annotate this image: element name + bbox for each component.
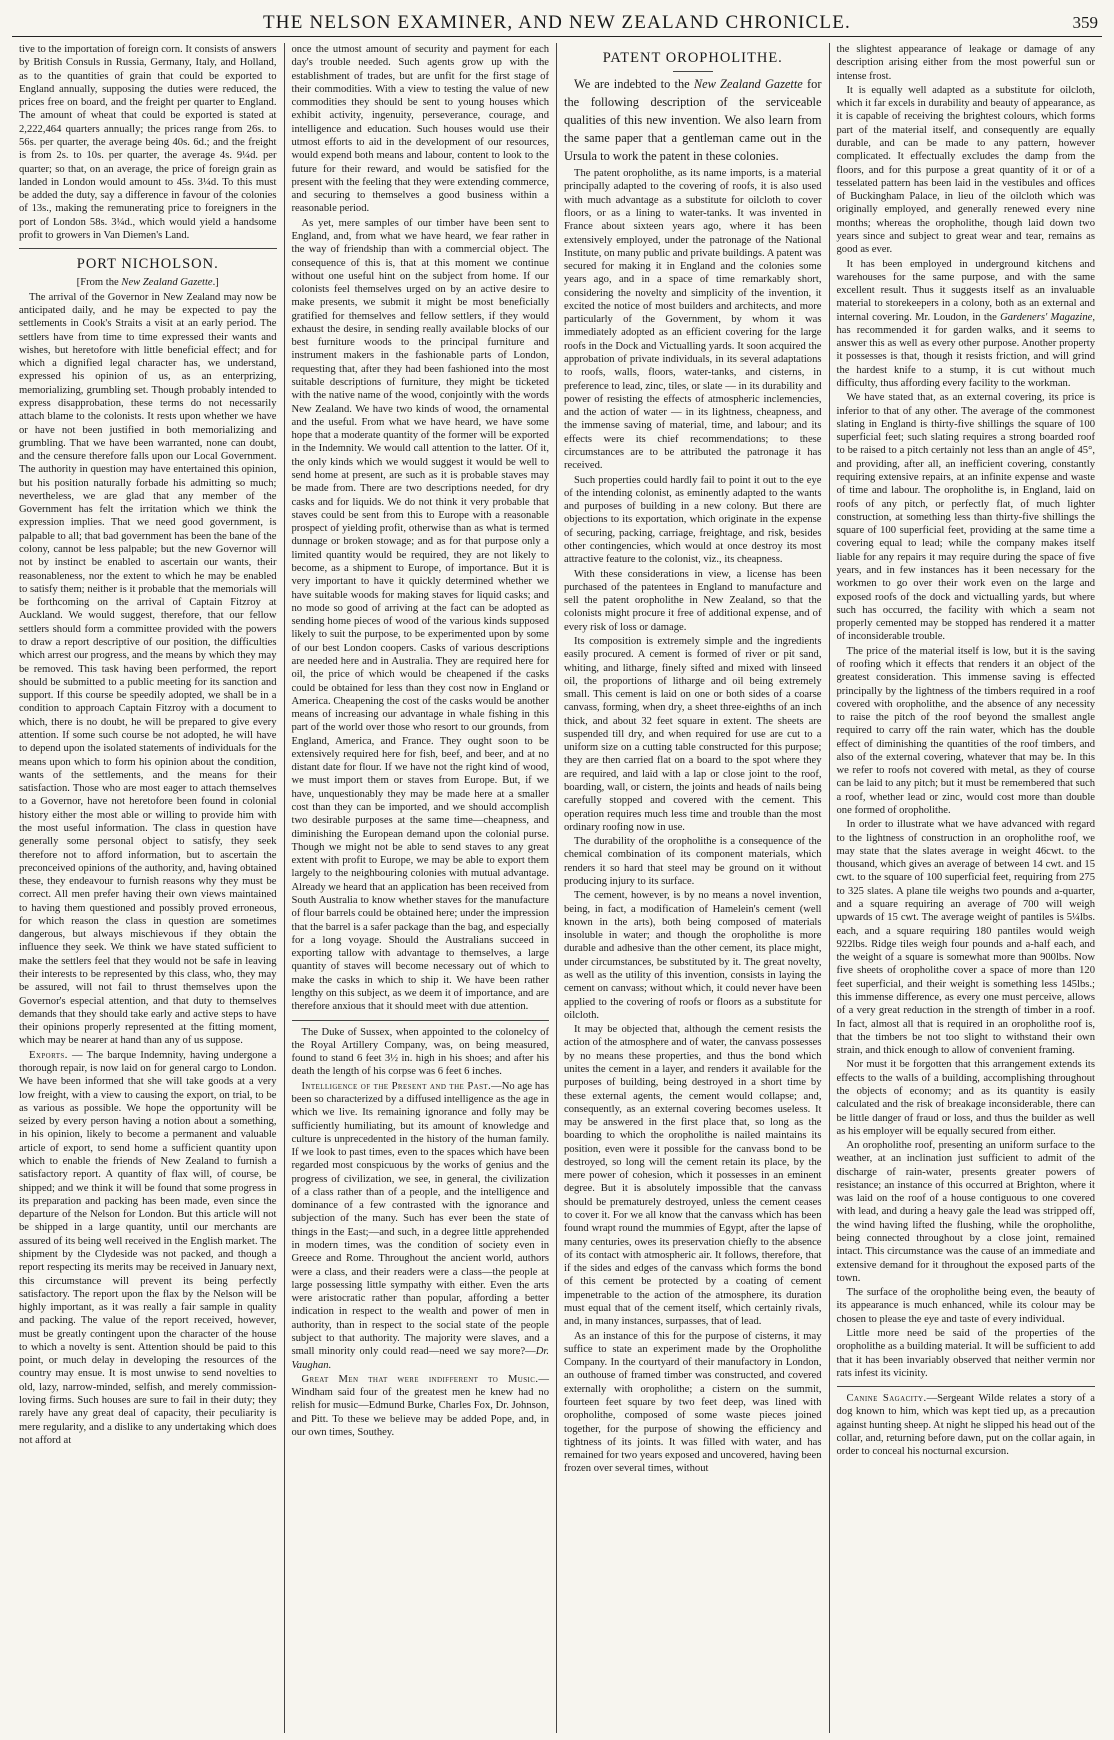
paragraph: It may be objected that, although the cement resists the action of the atmosphere and of water, the canvass possesses by no means these properties, and thus the bond which unites the cement in a layer, and renders it available for the purposes of building, being destroyed in a short time by these external agents, the cement would collapse; and, consequently, as an external covering becomes useless. It may be answered in the first place that, so long as the boarding to which the oropholithe is nailed maintains its position, even were it possible for the canvass bond to be destroyed, so long will the cement retain its place, by the mere power of cohesion, which it possesses in an eminent degree. But it is absolutely impossible that the canvass should be prematurely destroyed, unless the cement ceases to cover it. For we all know that the canvass which has been found wrapt round the mummies of Egypt, after the lapse of many centuries, owes its preservation chiefly to the absence of its contact with atmospheric air. It follows, therefore, that if the sides and edges of the canvass which forms the bond of this cement be protected by a coating of cement impenetrable to the action of the atmosphere, its duration must equal that of the cement itself, which certainly rivals, and, in many instances, surpasses, that of lead. <box>564 1024 822 1328</box>
paragraph: In order to illustrate what we have advanced with regard to the lightness of construction in an oropholithe roof, we may state that the slates average in weight 46cwt. to the thousand, which gives an average of between 14 cwt. and 15 cwt. to the square of 100 superficial feet, requiring from 275 to 325 slates. A plane tile weighs two pounds and a-quarter, and a square requiring an average of 700 will weigh upwards of 15 cwt. The average weight of pantiles is 5¼lbs. each, and a square requiring 180 pantiles would weigh 922lbs. Ridge tiles weigh four pounds and a-half each, and the weight of a square is somewhat more than 900lbs. Now five sheets of oropholithe cover a space of more than 120 feet superficial, and their weight is something less 145lbs.; this immense difference, as every one must perceive, allows of a very great reduction in the strength of timber in a roof. In fact, almost all that is required in an oropholithe roof is, that the timbers be not too slight to withstand their own strain, and thick enough to allow of convenient framing. <box>836 819 1095 1057</box>
paragraph: Little more need be said of the properties of the oropholithe as a building material. It will be sufficient to add that it has been invariably observed that neither vermin nor rats infest its vicinity. <box>836 1328 1095 1379</box>
paragraph-great-men <box>292 1373 550 1439</box>
paragraph: Nor must it be forgotten that this arrangement extends its effects to the walls of a building, accomplishing throughout the objects of economy; and as its quantity is easily calculated and the risk of breakage inconsiderable, there can be little danger of fraud or loss, and thus the builder as well as his employer will be equally secured from either. <box>836 1059 1095 1137</box>
paragraph: once the utmost amount of security and payment for each day's trouble needed. Such agents grow up with the establishment of trades, but are unfit for the first stage of their commodities. With a view to testing the value of new commodities they should be sent to young houses which exhibit activity, ingenuity, perseverance, courage, and intelligence and education. Such houses would use their utmost efforts to aid in the development of our resources, would expend both means and labour, content to look to the future for their reward, and would be satisfied for the present with the feeling that they were extending commerce, and securing to themselves a good business within a reasonable period. <box>291 44 549 215</box>
column-4 <box>830 43 1103 1733</box>
paragraph: An oropholithe roof, presenting an uniform surface to the weather, at an inclination just sufficient to admit of the discharge of rain-water, presents greater powers of resistance; an instance of this occurred at Brighton, where it was laid on the roof of a house contiguous to one covered with lead, and during a heavy gale the lead was stripped off, the wind having lifted the flushing, while the oropholithe, being connected throughout by a close joint, remained intact. This circumstance was the cause of an immediate and extensive demand for it throughout the exposed parts of the town. <box>836 1140 1095 1284</box>
paragraph-body: — The barque Indemnity, having undergone a thorough repair, is now laid on for general cargo to London. We have been informed that she will take goods at a very low freight, with a view to causing the export, on trial, to be as various as possible. We hope the opportunity will be seized by every person having a notion about a something, in his opinion, likely to become a permanent and valuable article of export, to send home a sufficient quantity upon which to enable the friends of New Zealand to furnish a satisfactory report. A quantity of flax will, of course, be shipped; and we think it will be found that some progress in its preparation and packing has been made, even since the departure of the Nelson for London. But this article will not be shipped in a large quantity, until our merchants are assured of its being well received in the English market. The shipment by the Clydeside was not packed, and though a report respecting its merits may be received in January next, this circumstance will prevent its being perfectly satisfactory. The report upon the flax by the Nelson will be highly important, as it was really a fair sample in quality and packing. The value of the report received, however, must be greatly contingent upon the character of the house to which a novelty is sent. Attention should be paid to this point, or much delay in developing the resources of the country may ensue. It is most unwise to send novelties to old, lazy, narrow-minded, selfish, and merely commission-loving firms. Such houses are sure to fail in their duty; they rarely have any great deal of capacity, their peculiarity is mere regularity, and a dislike to any undertaking which does not afford at <box>19 1049 277 1446</box>
paragraph-loudon <box>837 258 1096 391</box>
paragraph-body: —No age has been so characterized by a diffused intelligence as the age in which we live. Its remaining ignorance and folly may be sufficiently humiliating, but its amount of knowledge and culture is unprecedented in the history of the human family. If we look to past times, even to the spaces which have been regarded most conspicuous by the works of genius and the progress of civilization, we see, in general, the civilization of a class rather than of a people, and the intelligence and dominance of a few contrasted with the ignorance and subjection of the many. Such has ever been the state of things in the East;—and such, in a degree little apprehended in modern times, was the condition of society even in Greece and Rome. Throughout the ancient world, authors were a class, and their readers were a class—the people at large possessing little sympathy with either. Even the arts were aristocratic rather than popular, affording a better indication in respect to the wealth and power of men in authority, than in respect to the social state of the people subject to that authority. The majority were slaves, and a small minority only could read—need we say more?— <box>291 1080 549 1358</box>
paragraph-body: —Sergeant Wilde relates a story of a dog known to him, which was kept tied up, as a precaution against hunting sheep. At night he slipped his head out of the collar, and, returning before dawn, put on the collar again, in order to conceal his nocturnal excursion. <box>836 1393 1095 1458</box>
paragraph-body: It has been employed in underground kitchens and warehouses for the same purpose, and with the same excellent result. Thus it suggests itself as an invaluable material to storekeepers in a colony, both as an external and internal covering. Mr. Loudon, in the <box>836 258 1095 323</box>
paragraph: The durability of the oropholithe is a consequence of the chemical combination of its component materials, which renders it so hard that steel may be ground on it without producing injury to its surface. <box>564 836 822 888</box>
paragraph-lead: Exports. <box>29 1049 68 1061</box>
intro-text: for the following description of the serviceable qualities of this new invention. We also learn from the same paper that a gentleman came out in the Ursula to work the patent in these colonies. <box>564 77 822 164</box>
column-3 <box>557 43 830 1733</box>
newspaper-title: THE NELSON EXAMINER, AND NEW ZEALAND CHRONICLE. <box>262 12 851 33</box>
paragraph: The price of the material itself is low, but it is the saving of roofing which it effects that renders it an object of the greatest consideration. This immense saving is effected principally by the lightness of the timbers required in a roof covered with oropholithe, and the absence of any necessity to raise the pitch of the roof beyond the smallest angle required to carry off the rain water, which has the double effect of diminishing the quantities of the roof timbers, and also of the external covering, whatever that may be. In this we refer to roofs not covered with metal, as they of course can be laid to any pitch; but it must be remembered that such a roof, whether lead or zinc, would cost more than double one formed of oropholithe. <box>836 645 1095 817</box>
magazine-title: Gardeners' Magazine <box>1000 311 1093 323</box>
source-suffix: .] <box>212 277 219 289</box>
divider <box>673 71 713 72</box>
masthead <box>12 10 1102 37</box>
paragraph: As yet, mere samples of our timber have been sent to England, and, from what we have heard, we fear rather in the way of friendship than with a commercial object. The consequence of this is, that at this moment we continue without one useful hint on the subject from home. If our colonists feel themselves urged on by an active desire to make presents, we submit it might be most beneficially gratified for themselves and fellow settlers, if they would exhaust the desire, in sending really available blocks of our best furniture woods to the principal furniture and instrument makers in the fashionable parts of London, requesting that, after they had been fashioned into the most suitable descriptions of furniture, they might be ticketed with the native name of the wood, conjointly with the words New Zealand. We have two kinds of wood, the ornamental and the useful. From what we have heard, we have some hope that a moderate quantity of the former will be exported in the Indemnity. We would call attention to the latter. Of it, the only kinds which we would suggest it would be well to send home at present, are such as it is probable staves may be made from. There are two descriptions needed, for dry casks and for liquids. We do not think it very probable that staves could be sent from this to Europe with a reasonable prospect of yielding profit, otherwise than as what is termed dunnage or broken stowage; and as for that purpose only a limited quantity would be required, they are not likely to become, as a shipment to Europe, of importance. But it is very important to have it quickly determined whether we have suitable woods for making staves for liquid casks; and no mode so good of arriving at the fact can be adopted as sending home pieces of wood of the various kinds supposed likely to suit the purpose, to be experimented upon by some of our best London coopers. Casks of various descriptions are needed here and in Australia. They are required here for oil, the price of which would be cheapened if the casks could be obtained for less than they cost now in England or America. Cheapening the cost of the casks would be another means of increasing our advantage in whale fishing in this part of the world over those who resort to our grounds, from England, America, and France. They ought soon to be extensively required here for fish, beef, and beer, and at no distant date for flour. If we have not the right kind of wood, we must import them or staves from Europe. But, if we have, unquestionably they may be made here at a smaller cost than they can be imported, and we should accomplish two desirable purposes at the same time—cheapness, and diminishing the European demand upon the colonial purse. Though we might not be able to send staves to any great extent with profit to Europe, we may be able to export them largely to the neighbouring colonies with mutual advantage. Already we heard that an application has been received from South Australia to know whether staves for the manufacture of flour barrels could be obtained here; under the impression that the barrel is a safer package than the bag, and especially for a long voyage. Should the Australians succeed in exporting tallow with advantage to themselves, a large quantity of staves will become necessary out of which to make the casks in which to ship it. We have been rather lengthy on this subject, as we deem it of importance, and are therefore anxious that it should meet with due attention. <box>291 217 549 1013</box>
page-number: 359 <box>1072 13 1098 32</box>
divider <box>837 1386 1096 1387</box>
columns <box>12 43 1102 1733</box>
paragraph: It is equally well adapted as a substitute for oilcloth, which it far excels in durability and beauty of appearance, as it is capable of receiving the brightest colours, which forms part of the material itself, and consequently are equally durable, and can be made to any pattern, however complicated. It effectually excludes the damp from the floors, and for this purpose a great quantity of it or of a tesselated pattern has been laid in the vestibules and offices of Buckingham Palace, in lieu of the oilcloth which was originally employed, and generally renewed every nine months; whereas the oropholithe, though laid down two years since and subject to great wear and tear, remains as good as ever. <box>836 84 1095 256</box>
paragraph: The cement, however, is by no means a novel invention, being, in fact, a modification of Hamelein's cement (well known in the arts), both being composed of materials insoluble in water; and though the oropholithe is more durable and adhesive than the other cement, its place might, under circumstances, be substituted by it. The great novelty, as well as the utility of this invention, consists in laying the cement on canvass; without which, it could never have been applied to the covering of roofs or floors as a substitute for oilcloth. <box>564 890 822 1021</box>
article-intro <box>564 76 822 166</box>
paragraph: We have stated that, as an external covering, its price is inferior to that of any other. The average of the commonest slating in England is thirty-five shillings the square of 100 superficial feet; such slating requires a strong boarded roof to be raised to a pitch certainly not less than an angle of 45°, and providing, after all, an inefficient covering, constantly requiring extensive repairs, at an infinite expense and waste of time and labour. The oropholithe is, in England, laid on roofs of any pitch, or perfectly flat, of much lighter construction, at something less than thirty-five shillings the square of 100 superficial feet, providing at the same time a covering equal to lead; while the company makes itself liable for any repairs it may require during the space of five years, and in few instances has it been necessary for the workmen to go over their work even on the large and exposed roofs of the dock and victualling yards, but where such has occurred, the facility with which a seam not properly cemented may be stopped has rendered it a matter of inconsiderable trouble. <box>836 392 1095 643</box>
paragraph-canine <box>837 1392 1096 1458</box>
paragraph: The patent oropholithe, as its name imports, is a material principally adapted to the covering of roofs, it is also used with much advantage as a substitute for oilcloth to cover floors, or as a lining to water-tanks. It was invented in France about sixteen years ago, where it has been extensively employed, under the patronage of the National Institute, on many public and private buildings. A patent was secured for making it in England and the colonies some years ago, and in a space of time remarkably short, considering the novelty and simplicity of the invention, it excited the notice of most builders and architects, and more particularly of the Government, by whom it was immediately adopted as an efficient covering for the large roofs in the Dock and Victualling yards. It soon acquired the approbation of private individuals, in its several adaptations to roofs, walls, floors, water-tanks, and cisterns, in preference to lead, zinc, tiles, or slate — in its durability and power of resisting the effects of atmospheric inclemencies, and the action of water — in its lightness, cheapness, and the immense saving of material, time, and labour; and its effects were its chief recommendations; to these circumstances are to be attributed the patronage it has received. <box>564 168 822 472</box>
paragraph-lead: Intelligence of the Present and the Past. <box>301 1080 492 1092</box>
source-title: New Zealand Gazette <box>121 277 213 289</box>
paragraph: The surface of the oropholithe being even, the beauty of its appearance is much enhanced, while its colour may be chosen to please the eye and taste of every individual. <box>836 1287 1095 1325</box>
article-source <box>19 276 277 289</box>
paragraph: tive to the importation of foreign corn. It consists of answers by British Consuls in Russia, Germany, Italy, and Holland, as to the quantities of grain that could be exported to England annually, supposing the duties were reduced, the prices free on board, and the freight per quarter to England. The amount of wheat that could be exported is stated at 2,222,464 quarters annually; the prices range from 26s. to 56s. per quarter, the average being 40s. 6d.; and the freight is from 2s. to 10s. per quarter, the average 4s. 9¼d. per quarter; so that, on an average, the price of foreign grain as landed in London would amount to 45s. 3¼d. To this must be added the duty, say a difference in favour of the colonies of 13s., making the remunerating price to foreigners in the port of London 58s. 3¼d., which would yield a handsome profit to growers in Van Diemen's Land. <box>19 44 277 241</box>
column-2 <box>285 43 558 1733</box>
paragraph: Such properties could hardly fail to point it out to the eye of the intending colonist, as eminently adapted to the wants and purposes of building in a new colony. But there are objections to its exportation, which originate in the expense of securing, packing, carriage, freightage, and risk, besides other contingencies, which would at once destroy its most attractive feature to the colonist, viz., its cheapness. <box>564 474 822 566</box>
paragraph: The arrival of the Governor in New Zealand may now be anticipated daily, and he may be expected to pay the settlements in Cook's Straits a visit at an early period. The settlers have from time to time expressed their wants and wishes, but heretofore with little beneficial effect; and for which a dignified legal character has, we understand, expressed his opinion of us, as an enterprizing, memorializing, grumbling set. Though probably intended to express disapprobation, these terms do not necessarily attach blame to the colonists. It rests upon whether we have or have not been justified in both memorializing and grumbling. That we have been warranted, none can doubt, and the censure therefore falls upon our Local Government. The authority in question may have entertained this opinion, but his position naturally forbade his admitting so much; nevertheless, we are glad that any member of the Government has felt the irritation which we think the expression implies. That we need good government, is palpable to all; that bad government has been the bane of the colony, cannot be less palpable; but the new Governor will not by instinct be enabled to ascertain our wants, their reasonableness, nor the extent to which he may be enabled to satisfy them; neither is it probable that the memorials will be forthcoming on the arrival of Captain Fitzroy at Auckland. We would suggest, therefore, that our fellow settlers should form a committee provided with the powers to draw a report descriptive of our position, the difficulties which arrest our progress, and the means by which they may be removed. This task having been performed, the report should be submitted to a public meeting for its sanction and support. If this course be speedily adopted, we shall be in a condition to approach Captain Fitzroy with a document to which, there is no doubt, he will be prepared to give every attention. If some such course be not adopted, he will have to depend upon the isolated statements of individuals for the means upon which to form his opinion about the condition, wants of the settlements, and the means for their satisfaction. Those who are most eager to attach themselves to a Governor, have not heretofore been found in colonial history either the most able or willing to provide him with the most useful information. The class in question have generally some personal object to satisfy, they seek therefore not to afford information, but to ascertain the preconceived opinions of the authority, and, having obtained these, they endeavour to furnish reasons why they must be correct. All men prefer having their own views maintained to having them questioned and possibly proved erroneous, for which reason the class in question are sometimes dangerous, but always mischievous if they obtain the influence they seek. We think we have stated sufficient to make the settlers feel that they would not be safe in leaving their interests to be represented by this class, who, they may be assured, will not fail to thrust themselves upon the Governor's especial attention, and that duty to themselves demands that they should take early and active steps to have their opinions properly represented at the fitting moment, which may be nearer at hand than any of us suppose. <box>19 291 277 1047</box>
paragraph: Its composition is extremely simple and the ingredients easily procured. A cement is formed of river or pit sand, whiting, and litharge, finely sifted and mixed with linseed oil, the proportions of litharge and oil being extremely small. This cement is laid on one or both sides of a coarse canvass, forming, when dry, a sheet three-eighths of an inch thick, and about 32 feet square in extent. The sheets are suspended till dry, and when required for use are cut to a uniform size on a cutting table constructed for this purpose; they are then carried flat on a board to the spot where they are required, and laid with a lap or close joint to the roof, boarding, wall, or cistern, the joints and heads of nails being carefully stopped and covered with the cement. This operation requires much less time and trouble than the most ordinary roofing now in use. <box>564 635 822 833</box>
paragraph: With these considerations in view, a license has been purchased of the patentees in England to manufacture and sell the patent oropholithe in New Zealand, so that the colonists might procure it free of additional expense, and of every risk of loss or damage. <box>564 568 822 633</box>
paragraph-intelligence <box>292 1080 550 1372</box>
source-prefix: [From the <box>76 277 122 289</box>
paragraph: The Duke of Sussex, when appointed to the colonelcy of the Royal Artillery Company, was, on being measured, found to stand 6 feet 3½ in. high in his shoes; and after his death the length of his corpse was 6 feet 6 inches. <box>291 1026 549 1078</box>
paragraph-body: , has recommended it for garden walks, and it seems to answer this as well as every other purpose. Another property it possesses is that, though it resists friction, and will grind the hardest knife to a stump, it is cut without much difficulty, thus affording every facility to the workman. <box>836 311 1095 390</box>
article-heading: PORT NICHOLSON. <box>76 256 219 273</box>
divider <box>19 248 277 249</box>
intro-source-title: New Zealand Gazette <box>693 77 803 92</box>
divider <box>292 1020 550 1021</box>
paragraph-lead: Great Men that were indifferent to Music. <box>301 1373 539 1385</box>
paragraph: the slightest appearance of leakage or damage of any description arising either from the most powerful sun or intense frost. <box>836 44 1095 82</box>
paragraph-lead: Canine Sagacity. <box>846 1393 927 1405</box>
paragraph-exports <box>19 1049 277 1447</box>
paragraph-body: —Windham said four of the greatest men he knew had no relish for music—Edmund Burke, Charles Fox, Dr. Johnson, and Pitt. To these we believe may be added Pope, and, in our own times, Southey. <box>291 1373 549 1438</box>
intro-text: We are indebted to the <box>574 77 694 92</box>
paragraph: As an instance of this for the purpose of cisterns, it may suffice to state an experiment made by the Oropholithe Company. In the courtyard of their manufactory in London, an outhouse of framed timber was constructed, and covered externally with oropholithe; a cistern on the summit, fourteen feet square by two feet deep, was lined with oropholithe, composed of some waste pieces joined together, for the purpose of showing the efficiency and tightness of its joints. It was filled with water, and has remained for two years exposed and uncovered, having been frozen over several times, without <box>564 1330 822 1475</box>
column-1 <box>12 43 285 1733</box>
article-heading: PATENT OROPHOLITHE. <box>602 50 783 66</box>
paragraph-signature: Dr. Vaughan. <box>291 1346 549 1371</box>
